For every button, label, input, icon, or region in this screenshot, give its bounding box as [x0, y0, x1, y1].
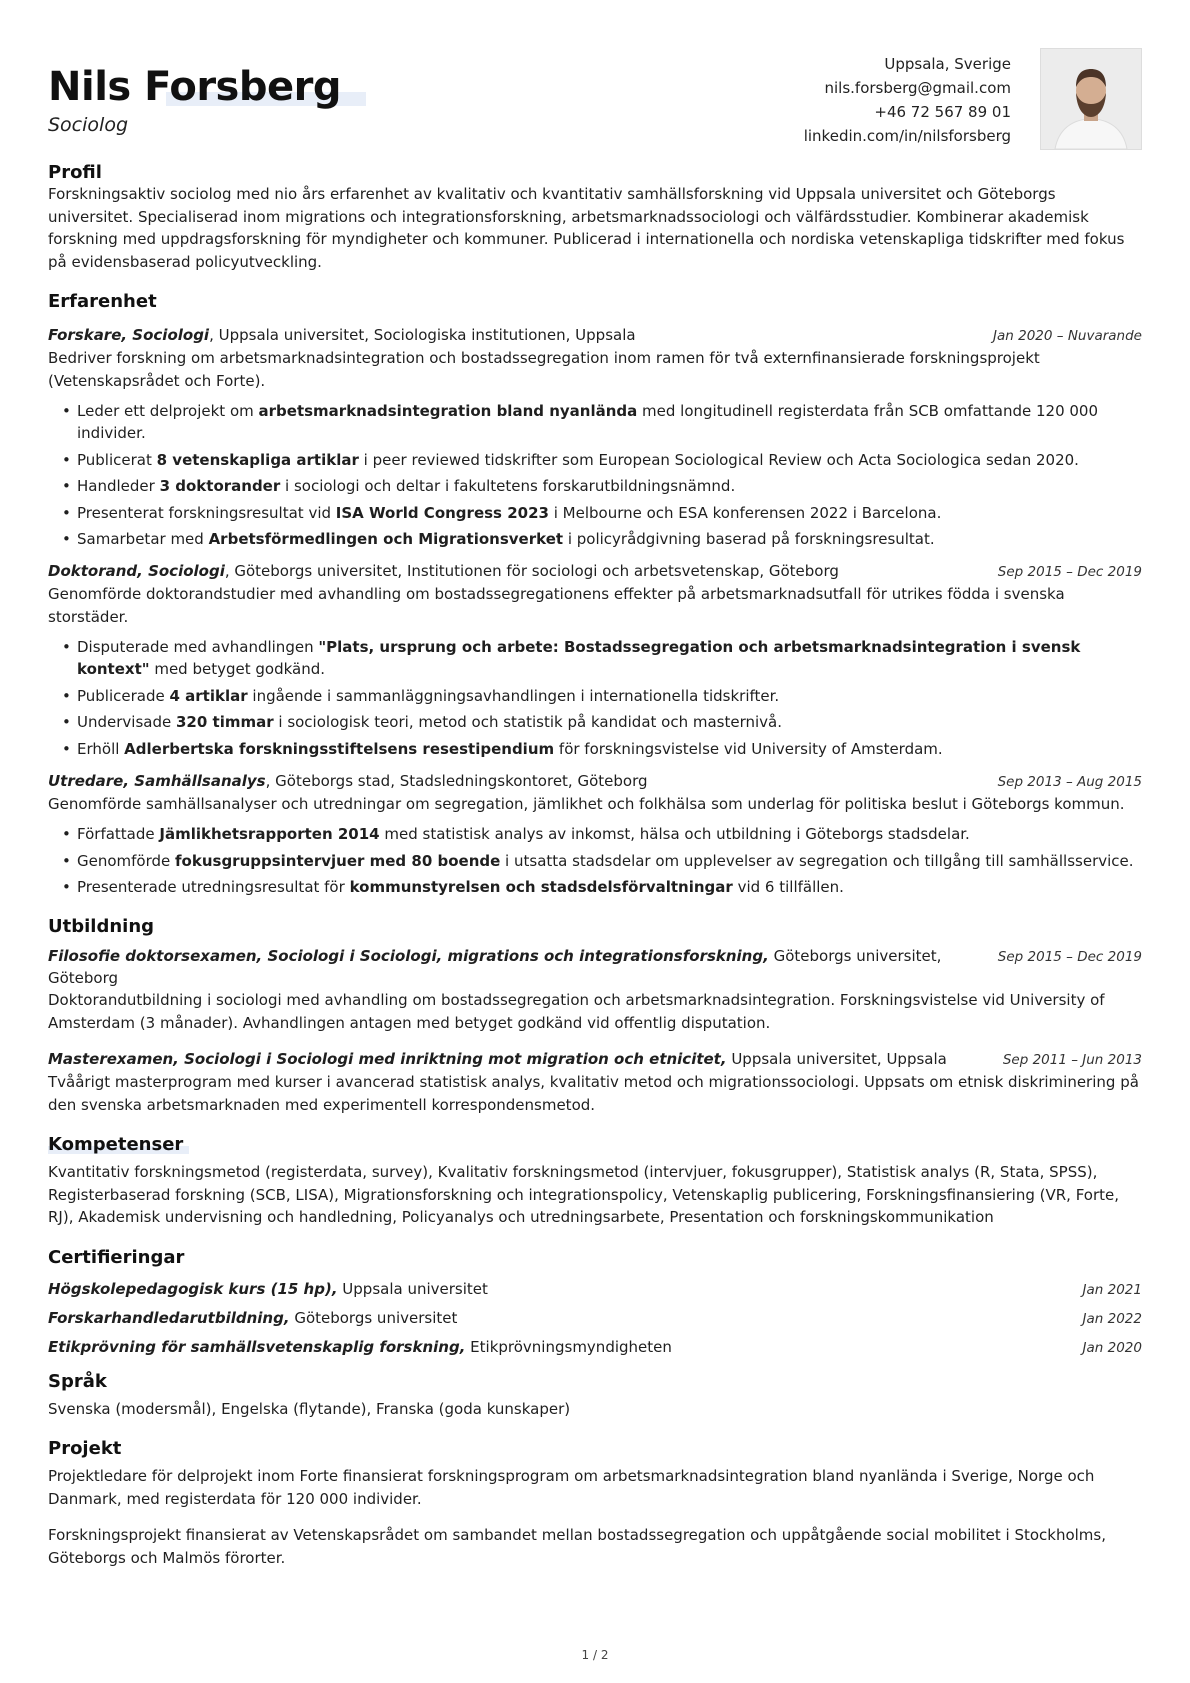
- achievement-item: [77, 823, 1142, 845]
- achievement-highlight: Jämlikhetsrapporten 2014: [159, 825, 380, 843]
- job-role: Utredare, Samhällsanalys: [48, 771, 266, 790]
- project-text: Projektledare för delprojekt inom Forte finansierat forskningsprogram om arbetsmarknadsintegration bland nyanlända i Sverige, Norge och Danmark, med registerdata för 120 000 individer.: [48, 1467, 1095, 1508]
- job-organization: , Göteborgs stad, Stadsledningskontoret, Göteborg: [265, 771, 648, 790]
- achievement-text: i policyrådgivning baserad på forskningsresultat.: [563, 530, 935, 548]
- degree-name: Filosofie doktorsexamen, Sociologi i Sociologi, migrations och integrationsforskning,: [48, 947, 769, 965]
- achievement-text: med statistisk analys av inkomst, hälsa och utbildning i Göteborgs stadsdelar.: [379, 825, 970, 843]
- section-heading-projects: Projekt: [48, 1438, 122, 1459]
- profile-section: [48, 162, 1142, 273]
- achievement-text: Handleder: [77, 477, 160, 495]
- achievement-highlight: 8 vetenskapliga artiklar: [156, 450, 359, 469]
- section-heading-certs: Certifieringar: [48, 1246, 185, 1268]
- certification-name: Forskarhandledarutbildning,: [48, 1308, 290, 1327]
- education-institution: Göteborgs universitet, Göteborg: [48, 947, 942, 987]
- achievement-item: [77, 636, 1142, 680]
- achievement-text: Erhöll: [77, 739, 125, 758]
- achievement-highlight: 320 timmar: [175, 713, 274, 731]
- certs-list: [48, 1278, 1142, 1359]
- education-entry: [48, 1048, 1142, 1116]
- achievement-highlight: kommunstyrelsen och stadsdelsförvaltningar: [349, 878, 733, 896]
- achievement-item: [77, 685, 1142, 707]
- education-date: Sep 2015 – Dec 2019: [997, 949, 1142, 965]
- job-organization: , Uppsala universitet, Sociologiska institutionen, Uppsala: [209, 326, 636, 344]
- achievement-item: [77, 502, 1142, 524]
- certification-name: Högskolepedagogisk kurs (15 hp),: [48, 1279, 338, 1298]
- job-summary: Genomförde doktorandstudier med avhandling om bostadssegregationens effekter på arbetsmarknadsutfall för utrikes födda i svenska storstäder.: [48, 585, 1065, 626]
- certification-item: [48, 1278, 1142, 1301]
- achievement-item: [77, 738, 1142, 760]
- achievement-text: Samarbetar med: [77, 530, 209, 548]
- education-header: [48, 1048, 1142, 1071]
- achievement-item: [77, 475, 1142, 497]
- achievement-text: Disputerade med avhandlingen: [77, 638, 319, 656]
- achievement-item: [77, 449, 1142, 471]
- experience-header: [48, 324, 1142, 347]
- education-title-line: [48, 945, 998, 989]
- certification-date: Jan 2020: [1082, 1339, 1142, 1356]
- experience-header: [48, 770, 1142, 793]
- achievement-text: i sociologi och deltar i fakultetens forskarutbildningsnämnd.: [280, 477, 736, 495]
- section-heading-education: Utbildning: [48, 916, 155, 937]
- achievement-highlight: 3 doktorander: [159, 477, 281, 495]
- degree-name: Masterexamen, Sociologi i Sociologi med inriktning mot migration och etnicitet,: [48, 1050, 727, 1068]
- achievement-list: [48, 823, 1142, 898]
- person-name: Nils Forsberg: [48, 64, 341, 110]
- experience-list: [48, 324, 1142, 898]
- education-header: [48, 945, 1142, 989]
- certification-name: Etikprövning för samhällsvetenskaplig forskning,: [48, 1337, 466, 1356]
- job-summary: Genomförde samhällsanalyser och utredningar om segregation, jämlikhet och folkhälsa som underlag för politiska beslut i Göteborgs kommun.: [48, 794, 1125, 813]
- achievement-item: [77, 876, 1142, 898]
- achievement-list: [48, 400, 1142, 550]
- experience-title-line: [48, 560, 839, 582]
- languages-section: [48, 1371, 1142, 1421]
- resume-page: [48, 48, 1142, 1569]
- achievement-text: Leder ett delprojekt om: [77, 402, 259, 420]
- achievement-item: [77, 711, 1142, 733]
- education-institution: Uppsala universitet, Uppsala: [726, 1050, 947, 1068]
- achievement-text: i utsatta stadsdelar om upplevelser av segregation och tillgång till samhällsservice.: [500, 851, 1134, 870]
- skills-section: [48, 1134, 1142, 1229]
- achievement-highlight: arbetsmarknadsintegration bland nyanlända: [258, 402, 638, 420]
- job-summary: Bedriver forskning om arbetsmarknadsintegration och bostadssegregation inom ramen för två externfinansierade forskningsprojekt (Vetenskapsrådet och Forte).: [48, 349, 1040, 390]
- avatar-icon: [1041, 49, 1141, 149]
- achievement-text: i peer reviewed tidskrifter som European Sociological Review och Acta Sociologica sedan 2020.: [358, 450, 1079, 469]
- contact-linkedin[interactable]: linkedin.com/in/nilsforsberg: [803, 127, 1011, 145]
- certification-issuer: Göteborgs universitet: [289, 1308, 458, 1327]
- contact-email[interactable]: nils.forsberg@gmail.com: [824, 79, 1011, 97]
- achievement-highlight: fokusgruppsintervjuer med 80 boende: [175, 851, 501, 870]
- experience-entry: [48, 560, 1142, 760]
- education-description: Tvåårigt masterprogram med kurser i avancerad statistisk analys, kvalitativ metod och migrationssociologi. Uppsats om etnisk diskriminering på den svenska arbetsmarknaden med experimentell korrespondensmetod.: [48, 1073, 1139, 1114]
- profile-text: Forskningsaktiv sociolog med nio års erfarenhet av kvalitativ och kvantitativ samhällsforskning vid Uppsala universitet och Göteborgs universitet. Specialiserad inom migrations och integrationsforskning, arbetsmarknadssociologi och välfärdsstudier. Kombinerar akademisk forskning med uppdragsforskning för myndigheter och kommuner. Publicerad i internationella och nordiska vetenskapliga tidskrifter med fokus på evidensbaserad policyutveckling.: [48, 185, 1125, 271]
- education-section: [48, 916, 1142, 1116]
- achievement-item: [77, 850, 1142, 872]
- job-date: Sep 2015 – Dec 2019: [997, 564, 1142, 580]
- project-text: Forskningsprojekt finansierat av Vetenskapsrådet om sambandet mellan bostadssegregation och uppåtgående social mobilitet i Stockholms, Göteborgs och Malmös förorter.: [48, 1526, 1106, 1567]
- achievement-text: ingående i sammanläggningsavhandlingen i internationella tidskrifter.: [247, 686, 780, 705]
- achievement-text: vid 6 tillfällen.: [732, 878, 844, 896]
- achievement-text: Genomförde: [77, 851, 176, 870]
- job-title: Sociolog: [48, 114, 128, 136]
- section-heading-experience: Erfarenhet: [48, 291, 157, 312]
- certification-issuer: Uppsala universitet: [337, 1279, 488, 1298]
- profile-photo: [1040, 48, 1142, 150]
- experience-entry: [48, 770, 1142, 899]
- achievement-highlight: "Plats, ursprung och arbete: Bostadssegregation och arbetsmarknadsintegration i svensk kontext": [77, 638, 1081, 678]
- education-description: Doktorandutbildning i sociologi med avhandling om bostadssegregation och arbetsmarknadsintegration. Forskningsvistelse vid University of Amsterdam (3 månader). Avhandlingen antagen med betyget godkänd vid offentlig disputation.: [48, 991, 1105, 1032]
- job-date: Sep 2013 – Aug 2015: [997, 773, 1142, 790]
- education-entry: [48, 945, 1142, 1034]
- experience-section: [48, 291, 1142, 898]
- certification-item: [48, 1307, 1142, 1330]
- achievement-text: i Melbourne och ESA konferensen 2022 i Barcelona.: [548, 503, 942, 522]
- certification-title-line: [48, 1307, 457, 1329]
- achievement-text: Presenterade utredningsresultat för: [77, 878, 350, 896]
- contact-location: Uppsala, Sverige: [884, 55, 1011, 73]
- experience-entry: [48, 324, 1142, 550]
- experience-title-line: [48, 324, 636, 346]
- achievement-text: med betyget godkänd.: [149, 660, 325, 678]
- job-role: Doktorand, Sociologi: [48, 562, 225, 580]
- projects-section: [48, 1438, 1142, 1569]
- achievement-text: Publicerat: [77, 450, 157, 469]
- header: [48, 48, 1142, 158]
- achievement-item: [77, 400, 1142, 444]
- certification-item: [48, 1336, 1142, 1359]
- achievement-item: [77, 528, 1142, 550]
- achievement-text: med longitudinell registerdata från SCB omfattande 120 000 individer.: [77, 402, 1099, 442]
- education-title-line: [48, 1048, 947, 1070]
- page-number: 1 / 2: [581, 1648, 609, 1662]
- achievement-highlight: 4 artiklar: [169, 686, 248, 705]
- certification-date: Jan 2022: [1082, 1310, 1142, 1327]
- experience-header: [48, 560, 1142, 583]
- achievement-text: Författade: [77, 825, 160, 843]
- section-heading-skills: Kompetenser: [48, 1134, 183, 1155]
- job-role: Forskare, Sociologi: [48, 326, 210, 344]
- certification-date: Jan 2021: [1082, 1281, 1142, 1298]
- job-date: Jan 2020 – Nuvarande: [993, 328, 1142, 344]
- achievement-text: Publicerade: [77, 686, 170, 705]
- section-heading-profile: Profil: [48, 162, 102, 183]
- achievement-text: i sociologisk teori, metod och statistik på kandidat och masternivå.: [273, 713, 782, 731]
- achievement-text: Undervisade: [77, 713, 176, 731]
- contact-block: [804, 52, 1011, 148]
- certification-title-line: [48, 1278, 488, 1300]
- education-list: [48, 945, 1142, 1116]
- achievement-highlight: Arbetsförmedlingen och Migrationsverket: [208, 530, 564, 548]
- contact-phone: +46 72 567 89 01: [874, 103, 1011, 121]
- achievement-highlight: Adlerbertska forskningsstiftelsens resestipendium: [124, 739, 555, 758]
- job-organization: , Göteborgs universitet, Institutionen för sociologi och arbetsvetenskap, Göteborg: [224, 562, 839, 580]
- achievement-highlight: ISA World Congress 2023: [335, 503, 549, 522]
- achievement-text: för forskningsvistelse vid University of Amsterdam.: [554, 739, 943, 758]
- certification-title-line: [48, 1336, 672, 1358]
- certs-section: [48, 1247, 1142, 1359]
- experience-title-line: [48, 770, 648, 792]
- skills-text: Kvantitativ forskningsmetod (registerdata, survey), Kvalitativ forskningsmetod (intervjuer, fokusgrupper), Statistisk analys (R, Stata, SPSS), Registerbaserad forskning (SCB, LISA), Migrationsforskning och integrationspolicy, Vetenskaplig publicering, Forskningsfinansiering (VR, Forte, RJ), Akademisk undervisning och handledning, Policyanalys och utredningsarbete, Presentation och forskningskommunikation: [48, 1163, 1120, 1226]
- certification-issuer: Etikprövningsmyndigheten: [465, 1337, 672, 1356]
- section-heading-languages: Språk: [48, 1370, 107, 1392]
- education-date: Sep 2011 – Jun 2013: [1002, 1052, 1142, 1068]
- languages-text: Svenska (modersmål), Engelska (flytande), Franska (goda kunskaper): [48, 1399, 571, 1418]
- achievement-text: Presenterat forskningsresultat vid: [77, 503, 336, 522]
- achievement-list: [48, 636, 1142, 760]
